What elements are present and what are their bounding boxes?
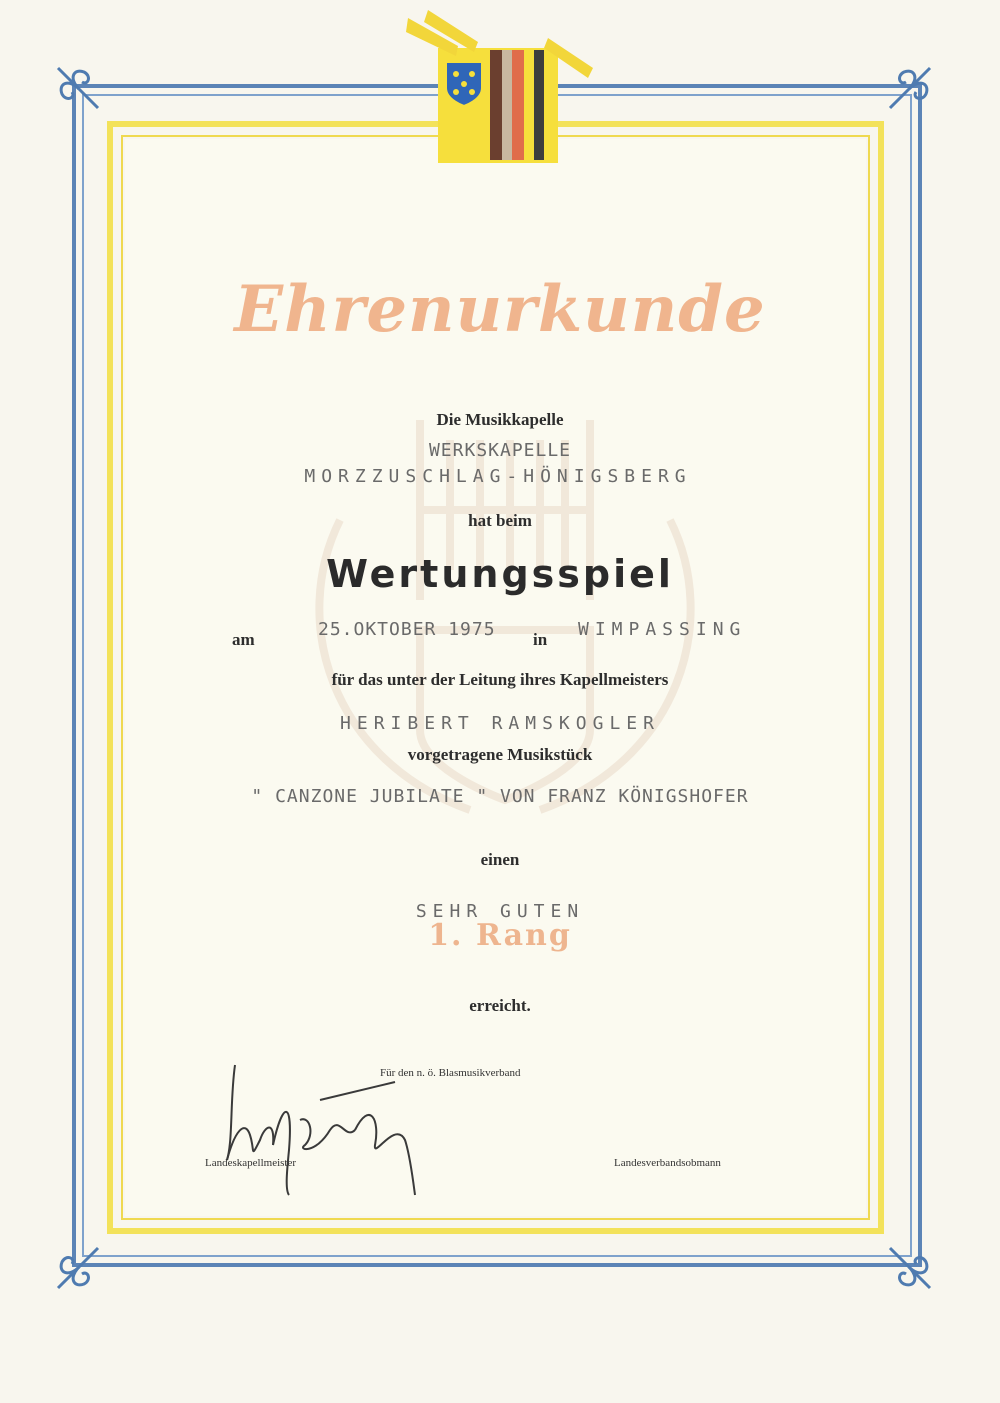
piece-title: " CANZONE JUBILATE " VON FRANZ KÖNIGSHOFER bbox=[251, 786, 749, 807]
handwritten-signature bbox=[205, 1060, 435, 1200]
signature-left-label: Landeskapellmeister bbox=[205, 1157, 297, 1169]
rank-text: 1. Rang bbox=[428, 918, 572, 953]
erreicht-label: erreicht. bbox=[469, 996, 531, 1015]
corner-ornament-icon bbox=[48, 58, 110, 120]
musikstueck-label: vorgetragene Musikstück bbox=[407, 745, 593, 764]
einen-label: einen bbox=[480, 850, 520, 869]
corner-ornament-icon bbox=[878, 58, 940, 120]
in-label: in bbox=[533, 630, 548, 649]
conductor-name: HERIBERT RAMSKOGLER bbox=[340, 713, 660, 734]
coat-of-arms-icon bbox=[446, 62, 482, 106]
band-name-line-2: MORZZUSCHLAG-HÖNIGSBERG bbox=[304, 466, 692, 487]
verband-label: Für den n. ö. Blasmusikverband bbox=[380, 1067, 521, 1079]
corner-ornament-icon bbox=[878, 1236, 940, 1298]
musikkapelle-label: Die Musikkapelle bbox=[436, 410, 564, 429]
fanfare-emblem-icon bbox=[398, 8, 598, 168]
certificate-title: Ehrenurkunde bbox=[234, 272, 766, 347]
hat-beim-label: hat beim bbox=[468, 511, 532, 530]
grade-text: SEHR GUTEN bbox=[415, 901, 585, 922]
event-title: Wertungsspiel bbox=[326, 552, 674, 596]
corner-ornament-icon bbox=[48, 1236, 110, 1298]
band-name-line-1: WERKSKAPELLE bbox=[428, 440, 572, 461]
event-place: WIMPASSING bbox=[578, 619, 747, 640]
event-date: 25.OKTOBER 1975 bbox=[318, 619, 496, 640]
signature-right-label: Landesverbandsobmann bbox=[614, 1157, 721, 1169]
am-label: am bbox=[232, 630, 255, 649]
leitung-label: für das unter der Leitung ihres Kapellmeisters bbox=[331, 670, 669, 689]
